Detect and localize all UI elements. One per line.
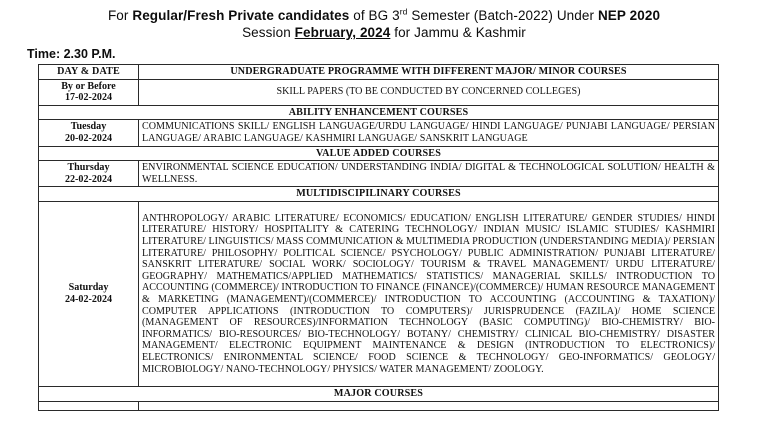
section-header-major-courses: MAJOR COURSES [39, 386, 719, 401]
row-day-date-thursday [39, 161, 139, 187]
date-label: 22-02-2024 [64, 173, 113, 185]
header-line1-bold-candidates: Regular/Fresh Private candidates [132, 8, 350, 23]
header-line-2 [0, 24, 768, 41]
table-row [39, 161, 719, 187]
day-label: Thursday [67, 162, 110, 174]
header-line1-middle: of BG 3 [349, 8, 400, 23]
ordinal-suffix: rd [399, 6, 408, 17]
section-row-multidisciplinary [39, 187, 719, 202]
table-row [39, 201, 719, 386]
header-line1-prefix: For [107, 8, 133, 23]
date-label: 24-02-2024 [64, 293, 113, 305]
section-header-value-added: VALUE ADDED COURSES [39, 146, 719, 161]
day-label: By or Before [61, 80, 116, 92]
row-courses-ability: COMMUNICATIONS SKILL/ ENGLISH LANGUAGE/URDU LANGUAGE/ HINDI LANGUAGE/ PUNJABI LANGUAGE/ PERSIAN LANGUAGE/ ARABIC LANGUAGE/ KASHMIRI LANGUAGE/ SANSKRIT LANGUAGE [139, 120, 719, 146]
table-row [39, 79, 719, 105]
day-label: Saturday [68, 282, 109, 294]
section-row-value-added [39, 146, 719, 161]
row-day-date-saturday [39, 201, 139, 386]
header-line-1 [0, 7, 768, 24]
column-header-programme: UNDERGRADUATE PROGRAMME WITH DIFFERENT MAJOR/ MINOR COURSES [139, 65, 719, 80]
exam-time-label: Time: 2.30 P.M. [27, 47, 116, 61]
row-courses-skill: SKILL PAPERS (TO BE CONDUCTED BY CONCERNED COLLEGES) [139, 79, 719, 105]
header-line1-middle-2: Semester (Batch-2022) Under [407, 8, 598, 23]
partial-cell-day [39, 401, 139, 410]
table-header-row [39, 65, 719, 80]
row-day-date-tuesday [39, 120, 139, 146]
header-line2-suffix: for Jammu & Kashmir [390, 25, 526, 40]
header-line2-prefix: Session [242, 25, 295, 40]
date-label: 17-02-2024 [64, 92, 113, 104]
table-row [39, 120, 719, 146]
section-header-multidisciplinary: MULTIDISCIPILINARY COURSES [39, 187, 719, 202]
table-row-partial-cutoff [39, 401, 719, 410]
column-header-day-date: DAY & DATE [39, 65, 139, 80]
section-header-ability-enhancement: ABILITY ENHANCEMENT COURSES [39, 105, 719, 120]
day-label: Tuesday [70, 121, 107, 133]
row-day-date-skill [39, 79, 139, 105]
header-line1-bold-nep: NEP 2020 [597, 8, 661, 23]
section-row-ability [39, 105, 719, 120]
header-session-month: February, 2024 [294, 25, 391, 40]
row-courses-value-added: ENVIRONMENTAL SCIENCE EDUCATION/ UNDERSTANDING INDIA/ DIGITAL & TECHNOLOGICAL SOLUTION/ HEALTH & WELLNESS. [139, 161, 719, 187]
document-header [0, 0, 768, 41]
exam-schedule-table [38, 64, 719, 411]
row-courses-multidisciplinary: ANTHROPOLOGY/ ARABIC LITERATURE/ ECONOMICS/ EDUCATION/ ENGLISH LITERATURE/ GENDER STUDIES/ HINDI LITERATURE/ HISTORY/ HOSPITALITY & CATERING TECHNOLOGY/ INDIAN MUSIC/ ISLAMIC STUDIES/ KASHMIRI LITERATURE/ LINGUISTICS/ MASS COMMUNICATION & MULTIMEDIA PRODUCTION (UNDERSTANDING MEDIA)/ PERSIAN LITERATURE/ PHILOSOPHY/ POLITICAL SCIENCE/ PSYCHOLOGY/ PUBLIC ADMINISTRATION/ PUNJABI LITERATURE/ SANSKRIT LITERATURE/ SOCIAL WORK/ SOCIOLOGY/ TOURISM & TRAVEL MANAGEMENT/ URDU LITERATURE/ GEOGRAPHY/ MATHEMATICS/APPLIED MATHEMATICS/ STATISTICS/ MANAGERIAL SKILLS/ INTRODUCTION TO ACCOUNTING (COMMERCE)/ INTRODUCTION TO FINANCE (FINANCE)/(COMMERCE)/ HUMAN RESOURCE MANAGEMENT & MARKETING (MANAGEMENT)/(COMMERCE)/ INTRODUCTION TO ACCOUNTING (ACCOUNTING & TAXATION)/ COMPUTER APPLICATIONS (INTRODUCTION TO COMPUTERS)/ JURISPRUDENCE (FAZILA)/ HOME SCIENCE (MANAGEMENT OF RESOURCES)/INFORMATION TECHNOLOGY (BASIC COMPUTING)/ BIO-CHEMISTRY/ BIO-INFORMATICS/ BIO-RESOURCES/ BIO-TECHNOLOGY/ BOTANY/ CHEMISTRY/ CLINICAL BIO-CHEMISTRY/ DISASTER MANAGEMENT/ ELECTRONIC EQUIPMENT MAINTENANCE & DESIGN (INTRODUCTION TO ELECTRONICS)/ ELECTRONICS/ ENIRONMENTAL SCIENCE/ FOOD SCIENCE & TECHNOLOGY/ GEO-INFORMATICS/ GEOLOGY/ MICROBIOLOGY/ NANO-TECHNOLOGY/ PHYSICS/ WATER MANAGEMENT/ ZOOLOGY. [139, 201, 719, 386]
section-row-major [39, 386, 719, 401]
partial-cell-courses [139, 401, 719, 410]
schedule-table-container [38, 64, 719, 411]
date-label: 20-02-2024 [64, 132, 113, 144]
